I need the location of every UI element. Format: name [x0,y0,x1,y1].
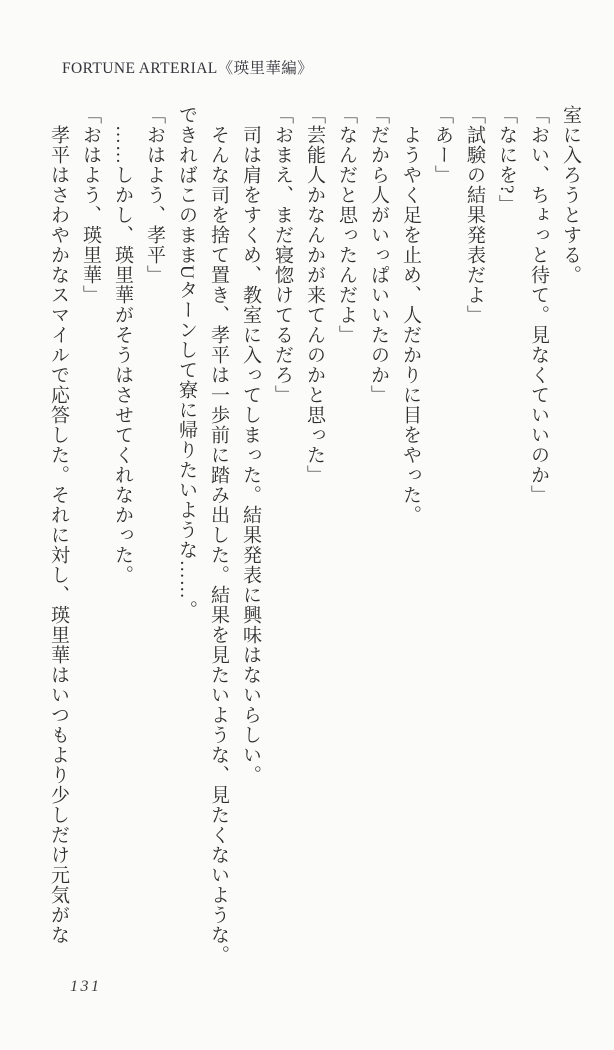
text-line: 「おはよう、孝平」 [144,105,165,285]
text-line: 「なんだと思ったんだよ」 [336,105,357,345]
text-line: そんな司を捨て置き、孝平は一歩前に踏み出した。結果を見たいような、見たくないような。 [208,105,229,965]
text-line: 「なにを?」 [496,105,517,215]
text-line: できればこのままUターンして寮に帰りたいような……。 [176,105,197,620]
text-line: 司は肩をすくめ、教室に入ってしまった。結果発表に興味はないらしい。 [240,105,261,785]
page-number: 131 [70,978,102,995]
text-line: ……しかし、瑛里華がそうはさせてくれなかった。 [112,105,133,585]
text-line: 「試験の結果発表だよ」 [464,105,485,325]
text-line: 「あー」 [432,105,453,185]
text-line: 室に入ろうとする。 [560,105,581,285]
text-line: 「おはよう、瑛里華」 [80,105,101,305]
text-line: 「おい、ちょっと待て。見なくていいのか」 [528,105,549,505]
text-line: ようやく足を止め、人だかりに目をやった。 [400,105,421,525]
text-line: 「おまえ、まだ寝惚けてるだろ」 [272,105,293,405]
running-header: FORTUNE ARTERIAL《瑛里華編》 [62,60,314,77]
text-line: 「だから人がいっぱいいたのか」 [368,105,389,405]
vertical-text-block [42,105,586,965]
text-line: 「芸能人かなんかが来てんのかと思った」 [304,105,325,485]
text-line: 孝平はさわやかなスマイルで応答した。それに対し、瑛里華はいつもより少しだけ元気がな [48,105,69,945]
